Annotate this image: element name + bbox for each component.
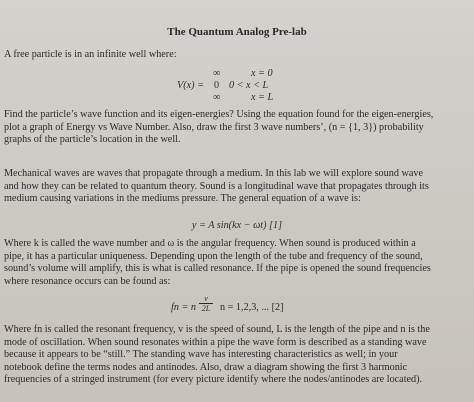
document-title: The Quantum Analog Pre-lab: [167, 26, 307, 38]
paragraph-line: frequencies of a stringed instrument (for every picture identify where the nodes/antinodes are located).: [4, 374, 423, 386]
potential-condition-3: x = L: [251, 92, 274, 103]
paragraph-line: pipe, it has a particular uniqueness. Depending upon the length of the tube and frequency of the sound,: [4, 250, 423, 262]
fraction-numerator: v: [199, 294, 213, 304]
paragraph-line: and how they can be related to quantum theory. Sound is a longitudinal wave that propagates through its: [4, 180, 429, 192]
paragraph-line: Where k is called the wave number and ω is the angular frequency. When sound is produced within a: [4, 238, 416, 249]
paragraph-line: Find the particle’s wave function and its eigen-energies? Using the equation found for the eigen-energies,: [4, 109, 434, 120]
paragraph-line: where resonance occurs can be found as:: [4, 275, 171, 287]
resonance-rhs: n = 1,2,3, ... [2]: [220, 302, 284, 313]
paragraph-line: Where fn is called the resonant frequency, v is the speed of sound, L is the length of the pipe and n is the: [4, 324, 430, 335]
paragraph-wavefunction: [4, 109, 470, 147]
intro-text: A free particle is in an infinite well where:: [4, 49, 177, 60]
paragraph-resonance: [4, 238, 470, 288]
paragraph-line: medium causing variations in the mediums pressure. The general equation of a wave is:: [4, 193, 361, 205]
paragraph-line: Mechanical waves are waves that propagate through a medium. In this lab we will explore sound wave: [4, 168, 423, 179]
paragraph-line: mode of oscillation. When sound resonates within a pipe the wave form is described as a standing wave: [4, 336, 427, 348]
potential-condition-1: x = 0: [251, 68, 273, 79]
potential-value-3: ∞: [213, 92, 221, 103]
paragraph-standing-wave: [4, 324, 470, 387]
paragraph-line: plot a graph of Energy vs Wave Number. Also, draw the first 3 wave numbers’, (n = {1, 3}) probability: [4, 121, 424, 133]
paragraph-mechanical-waves: [4, 168, 470, 206]
fraction-denominator: 2L: [201, 304, 211, 313]
paragraph-line: notebook define the terms nodes and antinodes. Also, draw a diagram showing the first 3 harmonic: [4, 361, 408, 373]
paragraph-line: because it appears to be “still.” The standing wave has interesting characteristics as well; in your: [4, 349, 398, 361]
potential-lhs: V(x) =: [177, 80, 204, 91]
paragraph-line: graphs of the particle’s location in the well.: [4, 134, 181, 146]
resonance-lhs: fn = n: [171, 302, 196, 313]
potential-value-2: 0: [214, 80, 220, 91]
paragraph-line: sound’s volume will amplify, this is what is called resonance. If the pipe is opened the sound frequencies: [4, 263, 431, 275]
potential-value-1: ∞: [213, 68, 221, 79]
potential-condition-2: 0 < x < L: [229, 80, 269, 91]
wave-equation: y = A sin(kx − ωt) [1]: [191, 220, 283, 231]
